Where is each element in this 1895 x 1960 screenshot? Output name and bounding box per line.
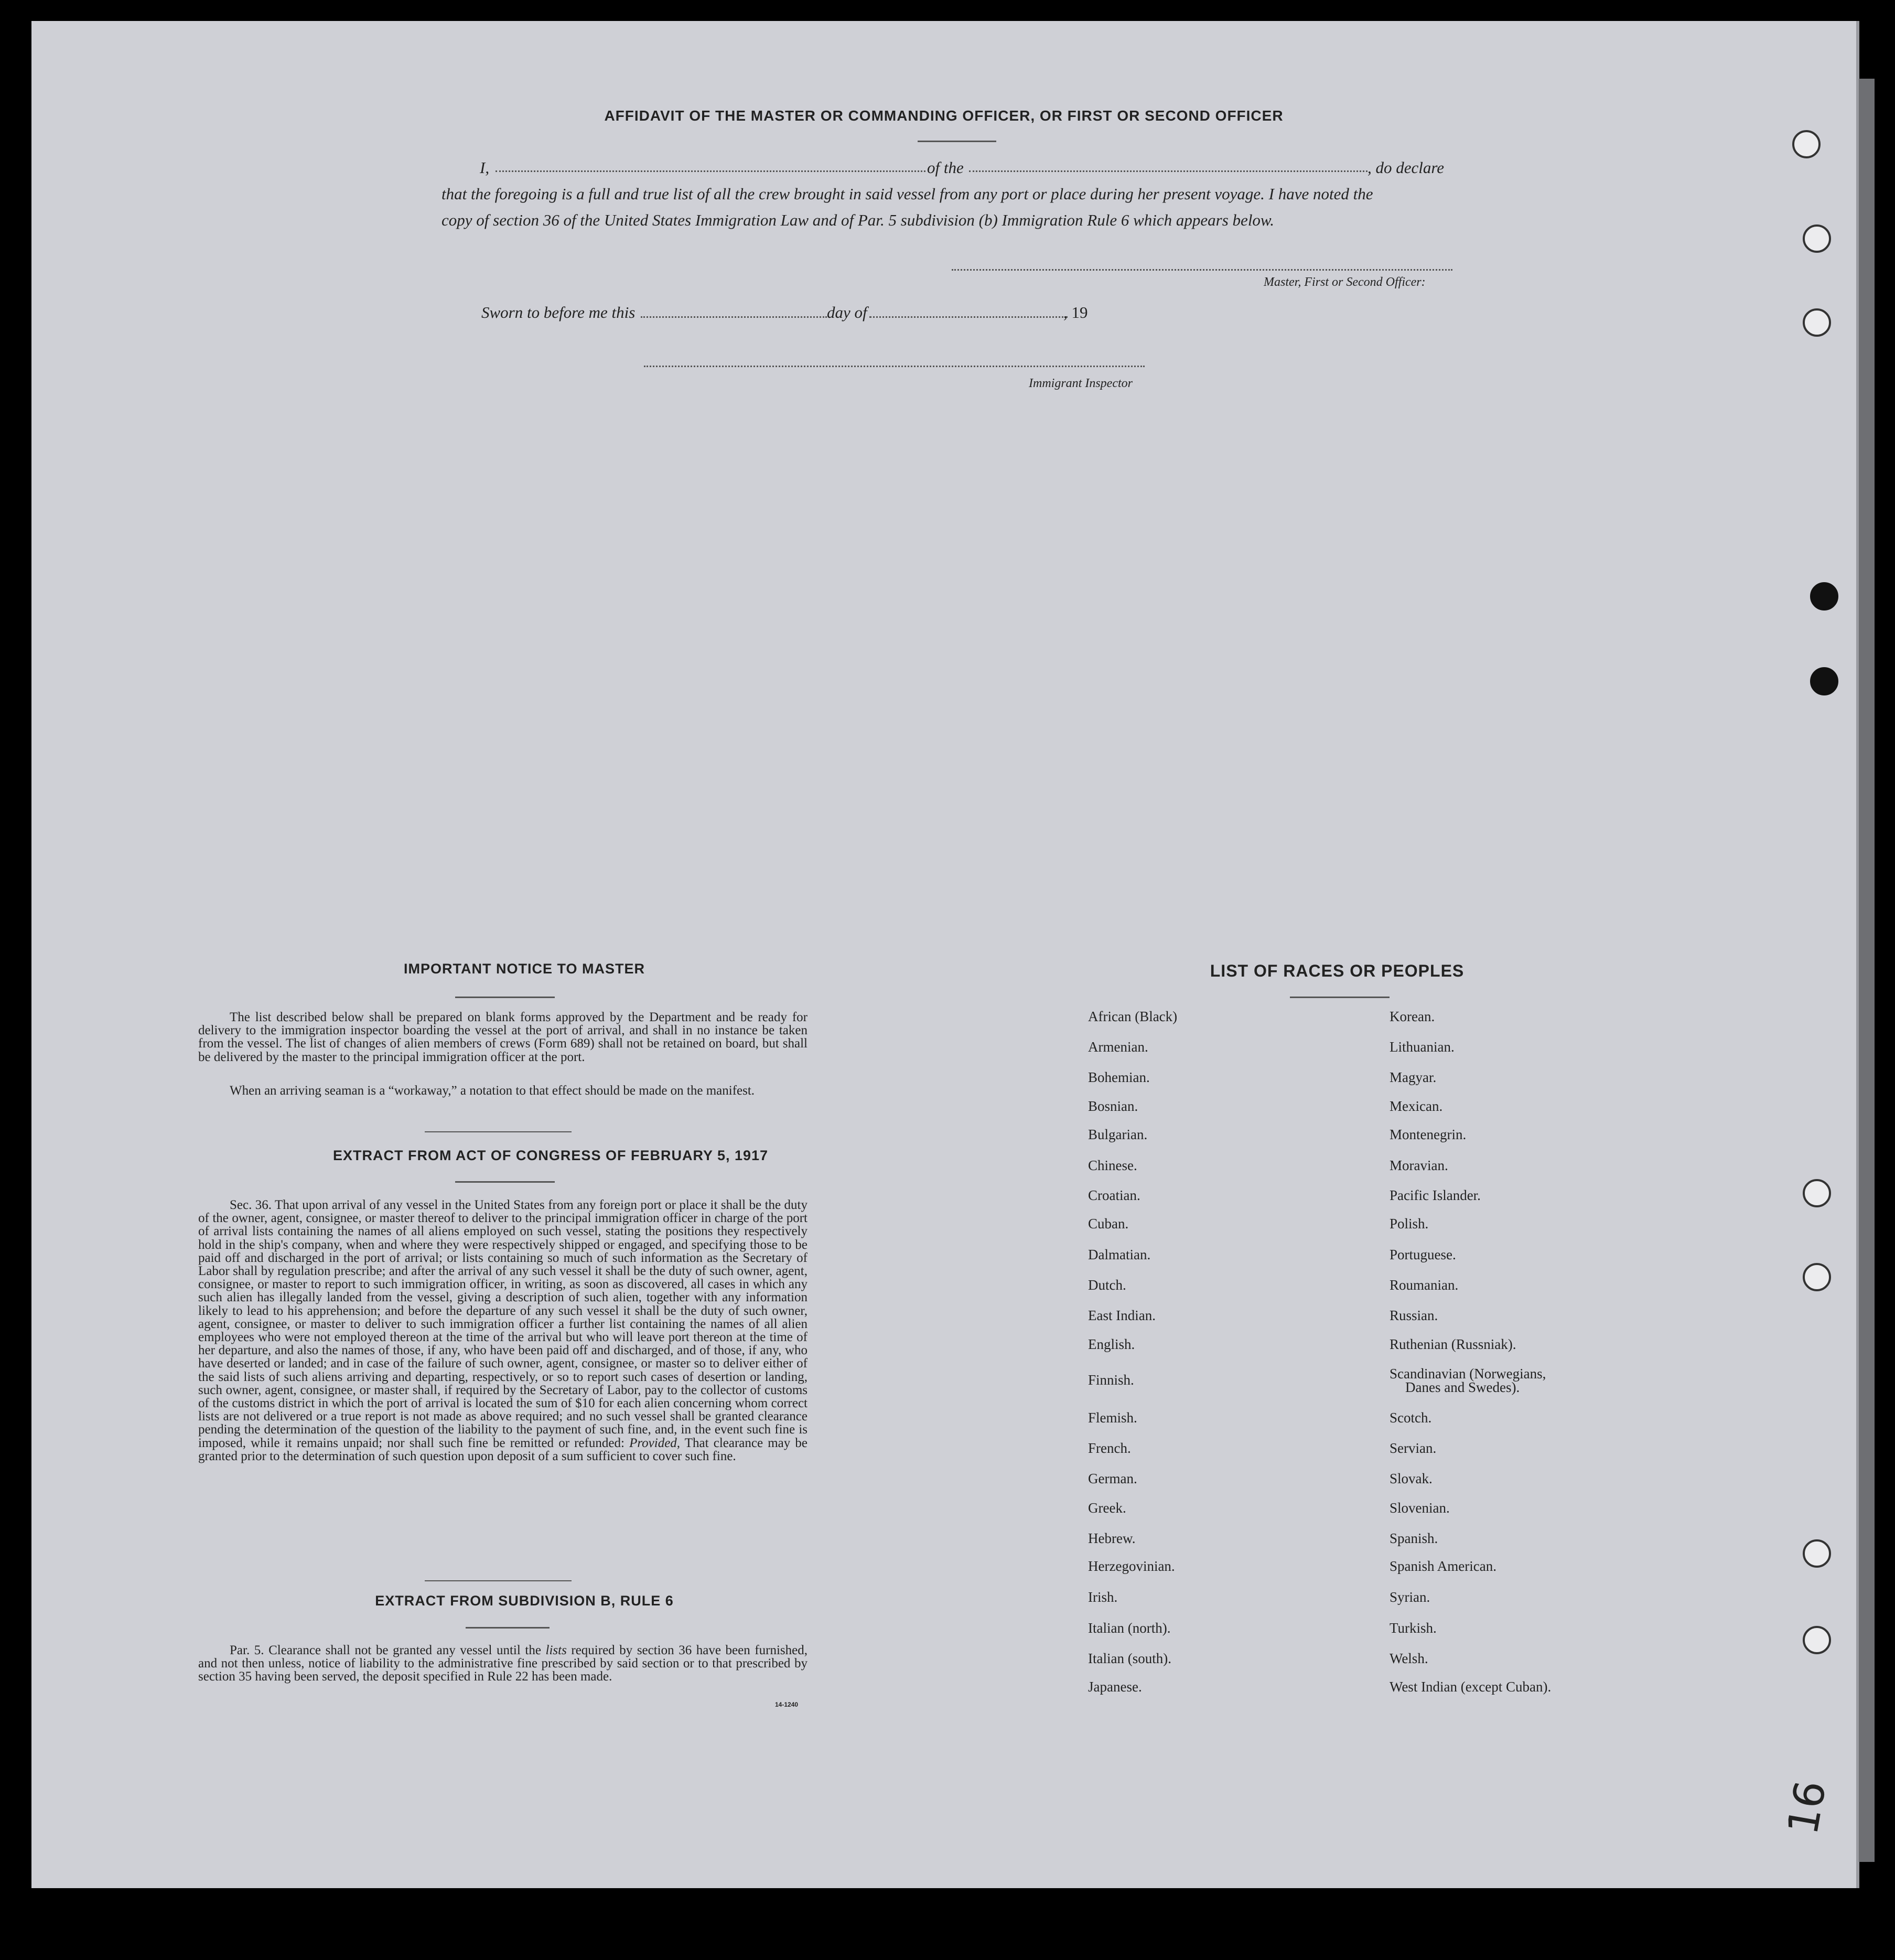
affidavit-name-blank[interactable] bbox=[496, 170, 925, 172]
binder-hole bbox=[1810, 582, 1838, 611]
affidavit-of-the: of the bbox=[927, 158, 964, 177]
race-left-item: Italian (north). bbox=[1088, 1620, 1171, 1636]
year-prefix: , 19 bbox=[1063, 303, 1088, 322]
master-signature-blank[interactable] bbox=[952, 269, 1452, 271]
rule-title-rule bbox=[466, 1627, 550, 1629]
sworn-month-blank[interactable] bbox=[869, 316, 1068, 318]
race-left-item: Croatian. bbox=[1088, 1187, 1140, 1203]
races-title: LIST OF RACES OR PEOPLES bbox=[1210, 961, 1465, 980]
race-left-item: German. bbox=[1088, 1471, 1137, 1486]
inspector-signature-blank[interactable] bbox=[644, 366, 1145, 367]
race-right-item: Ruthenian (Russniak). bbox=[1390, 1336, 1516, 1352]
race-right-item: Korean. bbox=[1390, 1009, 1435, 1024]
act-title-rule bbox=[455, 1181, 555, 1183]
binder-hole bbox=[1803, 308, 1831, 337]
race-left-item: African (Black) bbox=[1088, 1009, 1178, 1024]
race-right-item: Mexican. bbox=[1390, 1098, 1443, 1114]
race-left-item: Chinese. bbox=[1088, 1158, 1137, 1173]
affidavit-title-rule bbox=[918, 141, 996, 142]
notice-divider bbox=[425, 1131, 572, 1132]
act-sec-label: Sec. 36. bbox=[230, 1198, 272, 1212]
race-left-item: Finnish. bbox=[1088, 1372, 1134, 1388]
handwritten-page-number: 16 bbox=[1778, 1777, 1836, 1838]
notice-para-2: When an arriving seaman is a “workaway,” a notation to that effect should be made on the manifest. bbox=[230, 1084, 755, 1098]
races-title-rule bbox=[1290, 997, 1390, 998]
affidavit-body-line3: copy of section 36 of the United States Immigration Law and of Par. 5 subdivision (b) Immigration Rule 6 which appears below. bbox=[442, 211, 1275, 229]
race-right-item: Syrian. bbox=[1390, 1589, 1430, 1605]
inspector-label: Immigrant Inspector bbox=[1029, 377, 1133, 390]
rule-body bbox=[198, 1644, 807, 1684]
race-right-item: Scotch. bbox=[1390, 1410, 1432, 1426]
race-right-item: Russian. bbox=[1390, 1308, 1438, 1323]
act-body-end: That clearance may be granted prior to the determination of such question upon deposit of a sum sufficient to cover such fine. bbox=[198, 1436, 807, 1463]
race-left-item: Dalmatian. bbox=[1088, 1247, 1151, 1262]
race-right-item: Polish. bbox=[1390, 1216, 1429, 1231]
master-label: Master, First or Second Officer: bbox=[1264, 275, 1426, 289]
race-right-item: Spanish American. bbox=[1390, 1558, 1496, 1574]
race-right-item: Slovenian. bbox=[1390, 1500, 1450, 1516]
race-left-item: Bosnian. bbox=[1088, 1098, 1138, 1114]
race-left-item: Flemish. bbox=[1088, 1410, 1137, 1426]
form-number: 14-1240 bbox=[775, 1701, 799, 1708]
binder-hole bbox=[1792, 130, 1821, 158]
affidavit-i: I, bbox=[480, 158, 490, 177]
binder-hole bbox=[1810, 667, 1838, 695]
binder-hole bbox=[1803, 1263, 1831, 1291]
race-right-item: Moravian. bbox=[1390, 1158, 1448, 1173]
rule-body-b: required by section 36 have been furnished, and not then unless, notice of liability to the administrative fine prescribed by said section or to that prescribed by section 35 having been served, the deposit specified in Rule 22 has been made. bbox=[198, 1643, 807, 1684]
notice-title: IMPORTANT NOTICE TO MASTER bbox=[404, 961, 645, 977]
race-left-item: Japanese. bbox=[1088, 1679, 1142, 1695]
race-left-item: Hebrew. bbox=[1088, 1530, 1136, 1546]
binder-hole bbox=[1803, 1179, 1831, 1207]
rule-body-a: Par. 5. Clearance shall not be granted any vessel until the bbox=[230, 1643, 541, 1657]
race-left-item: East Indian. bbox=[1088, 1308, 1156, 1323]
race-right-item: Montenegrin. bbox=[1390, 1127, 1467, 1142]
sworn-text: Sworn to before me this bbox=[481, 303, 636, 322]
race-right-item: Portuguese. bbox=[1390, 1247, 1456, 1262]
race-right-item: Pacific Islander. bbox=[1390, 1187, 1481, 1203]
affidavit-vessel-blank[interactable] bbox=[969, 170, 1368, 172]
affidavit-title: AFFIDAVIT OF THE MASTER OR COMMANDING OFFICER, OR FIRST OR SECOND OFFICER bbox=[604, 108, 1284, 124]
race-right-item: Lithuanian. bbox=[1390, 1039, 1455, 1055]
race-right-item: Danes and Swedes). bbox=[1405, 1379, 1520, 1395]
act-body-text: That upon arrival of any vessel in the United States from any foreign port or place it shall be the duty of the owner, agent, consignee, or master thereof to deliver to the principal immigration officer in charge of the port of arrival lists containing the names of all aliens employed on such vessel, stating the positions they respectively hold in the ship's company, when and where they were respectively shipped or engaged, and specifying those to be paid off and discharged in the port of arrival; or lists containing so much of such information as the Secretary of Labor shall by regulation prescribe; and after the arrival of any such vessel it shall be the duty of such owner, agent, consignee, or master to report to such immigration officer, in writing, as soon as discovered, all cases in which any such alien has illegally landed from the vessel, giving a description of such alien, together with any information likely to lead to his apprehension; and before the departure of any such vessel it shall be the duty of such owner, agent, consignee, or master to deliver to such immigration officer a further list containing the names of all alien employees who were not employed thereon at the time of the arrival but who will leave port thereon at the time of her departure, and also the names of those, if any, who have been paid off and discharged, and of those, if any, who have deserted or landed; and in case of the failure of such owner, agent, consignee, or master so to deliver either of the said lists of such aliens arriving and departing, respectively, or so to report such cases of desertion or landing, such owner, agent, consignee, or master shall, if required by the Secretary of Labor, pay to the collector of customs of the customs district in which the port of arrival is located the sum of $10 for each alien concerning whom correct lists are not delivered or a true report is not made as above required; and no such vessel shall be granted clearance pending the determination of the question of the liability to the payment of such fine, and, in the event such fine is imposed, while it remains unpaid; nor shall such fine be remitted or refunded: bbox=[198, 1198, 807, 1450]
sworn-day-blank[interactable] bbox=[641, 316, 827, 318]
race-right-item: West Indian (except Cuban). bbox=[1390, 1679, 1552, 1695]
affidavit-body-line2: that the foregoing is a full and true list of all the crew brought in said vessel from any port or place during her present voyage. I have noted the bbox=[442, 185, 1373, 203]
act-title: EXTRACT FROM ACT OF CONGRESS OF FEBRUARY 5, 1917 bbox=[332, 1148, 769, 1163]
binder-hole bbox=[1803, 224, 1831, 253]
race-right-item: Magyar. bbox=[1390, 1069, 1437, 1085]
affidavit-do-declare: , do declare bbox=[1368, 158, 1445, 177]
act-divider bbox=[425, 1580, 572, 1581]
day-of: day of bbox=[827, 303, 867, 322]
race-left-item: Greek. bbox=[1088, 1500, 1126, 1516]
act-body bbox=[198, 1198, 807, 1463]
race-right-item: Slovak. bbox=[1390, 1471, 1433, 1486]
race-right-item: Spanish. bbox=[1390, 1530, 1438, 1546]
race-left-item: Cuban. bbox=[1088, 1216, 1129, 1231]
race-right-item: Welsh. bbox=[1390, 1651, 1428, 1666]
race-left-item: English. bbox=[1088, 1336, 1135, 1352]
race-left-item: Herzegovinian. bbox=[1088, 1558, 1175, 1574]
race-left-item: Irish. bbox=[1088, 1589, 1118, 1605]
binder-hole bbox=[1803, 1539, 1831, 1568]
act-provided: Provided, bbox=[629, 1436, 681, 1450]
notice-para-1: The list described below shall be prepared on blank forms approved by the Department and be ready for delivery to the immigration inspector boarding the vessel at the port of arrival, and shall in no instance be taken from the vessel. The list of changes of alien members of crews (Form 689) shall not be retained on board, but shall be delivered by the master to the principal immigration officer at the port. bbox=[198, 1010, 807, 1064]
race-right-item: Servian. bbox=[1390, 1440, 1437, 1456]
binder-hole bbox=[1803, 1626, 1831, 1654]
race-left-item: Armenian. bbox=[1088, 1039, 1148, 1055]
race-left-item: Bohemian. bbox=[1088, 1069, 1150, 1085]
race-left-item: Bulgarian. bbox=[1088, 1127, 1148, 1142]
race-left-item: Italian (south). bbox=[1088, 1651, 1171, 1666]
race-right-item: Roumanian. bbox=[1390, 1277, 1459, 1293]
race-left-item: French. bbox=[1088, 1440, 1131, 1456]
page-edge bbox=[1859, 79, 1875, 1862]
race-right-item: Scandinavian (Norwegians, bbox=[1390, 1366, 1546, 1381]
notice-title-rule bbox=[455, 997, 555, 998]
rule-title: EXTRACT FROM SUBDIVISION B, RULE 6 bbox=[375, 1593, 674, 1609]
race-left-item: Dutch. bbox=[1088, 1277, 1126, 1293]
rule-lists-word: lists bbox=[545, 1643, 567, 1657]
race-right-item: Turkish. bbox=[1390, 1620, 1437, 1636]
